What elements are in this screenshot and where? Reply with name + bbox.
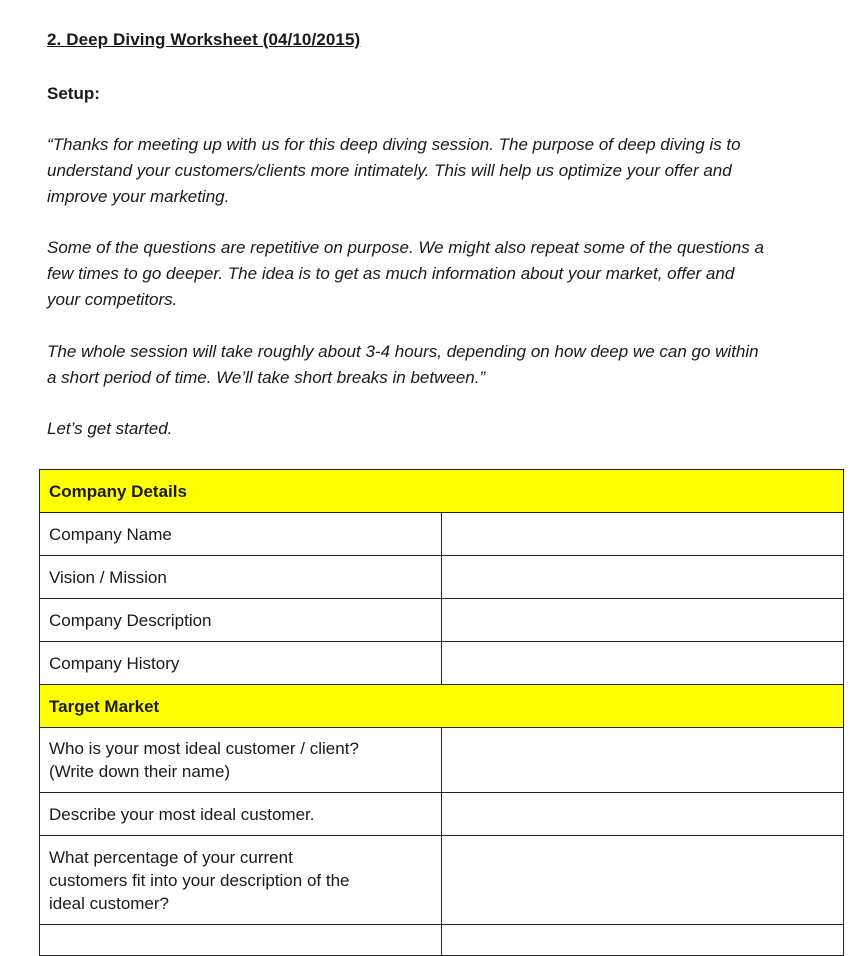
section-header-company xyxy=(40,470,844,513)
intro-line: understand your customers/clients more intimately. This will help us optimize your offer and xyxy=(47,161,732,180)
question-line: ideal customer? xyxy=(49,893,170,913)
start-paragraph xyxy=(47,416,847,442)
section-label-target: Target Market xyxy=(40,685,844,728)
question-line: customers fit into your description of the xyxy=(49,870,350,890)
section-header-target xyxy=(40,685,844,728)
worksheet-table xyxy=(39,469,844,956)
setup-heading: Setup: xyxy=(47,84,100,103)
question-line: What percentage of your current xyxy=(49,847,293,867)
intro-paragraph xyxy=(47,132,847,210)
repetition-paragraph xyxy=(47,235,847,313)
table-row xyxy=(40,599,844,642)
answer-cell-company-name[interactable] xyxy=(442,513,844,556)
table-row xyxy=(40,513,844,556)
table-row xyxy=(40,836,844,925)
table-row xyxy=(40,642,844,685)
intro-line: improve your marketing. xyxy=(47,187,230,206)
duration-line: a short period of time. We’ll take short breaks in between.” xyxy=(47,368,486,387)
next-answer-cell[interactable] xyxy=(442,925,844,956)
answer-cell-vision-mission[interactable] xyxy=(442,556,844,599)
answer-cell-percentage-fit[interactable] xyxy=(442,836,844,925)
table-row xyxy=(40,793,844,836)
intro-line: “Thanks for meeting up with us for this deep diving session. The purpose of deep diving is to xyxy=(47,135,741,154)
table-row xyxy=(40,925,844,956)
repetition-line: Some of the questions are repetitive on purpose. We might also repeat some of the questions a xyxy=(47,238,764,257)
question-percentage-fit xyxy=(40,836,442,925)
question-line: (Write down their name) xyxy=(49,762,231,781)
answer-cell-describe-ideal-customer[interactable] xyxy=(442,793,844,836)
field-label-company-name: Company Name xyxy=(40,513,442,556)
worksheet-title: 2. Deep Diving Worksheet (04/10/2015) xyxy=(47,30,361,49)
repetition-line: few times to go deeper. The idea is to get as much information about your market, offer and xyxy=(47,264,735,283)
answer-cell-ideal-customer-name[interactable] xyxy=(442,728,844,793)
field-label-company-description: Company Description xyxy=(40,599,442,642)
repetition-line: your competitors. xyxy=(47,290,178,309)
question-ideal-customer-name xyxy=(40,728,442,793)
answer-cell-company-description[interactable] xyxy=(442,599,844,642)
answer-cell-company-history[interactable] xyxy=(442,642,844,685)
duration-paragraph xyxy=(47,339,847,391)
field-label-company-history: Company History xyxy=(40,642,442,685)
section-label-company: Company Details xyxy=(40,470,844,513)
start-line: Let’s get started. xyxy=(47,419,173,438)
table-row xyxy=(40,556,844,599)
question-line: Who is your most ideal customer / client? xyxy=(49,739,359,758)
next-question-cell xyxy=(40,925,442,956)
field-label-vision-mission: Vision / Mission xyxy=(40,556,442,599)
duration-line: The whole session will take roughly about 3-4 hours, depending on how deep we can go within xyxy=(47,342,759,361)
table-row xyxy=(40,728,844,793)
question-describe-ideal-customer: Describe your most ideal customer. xyxy=(40,793,442,836)
